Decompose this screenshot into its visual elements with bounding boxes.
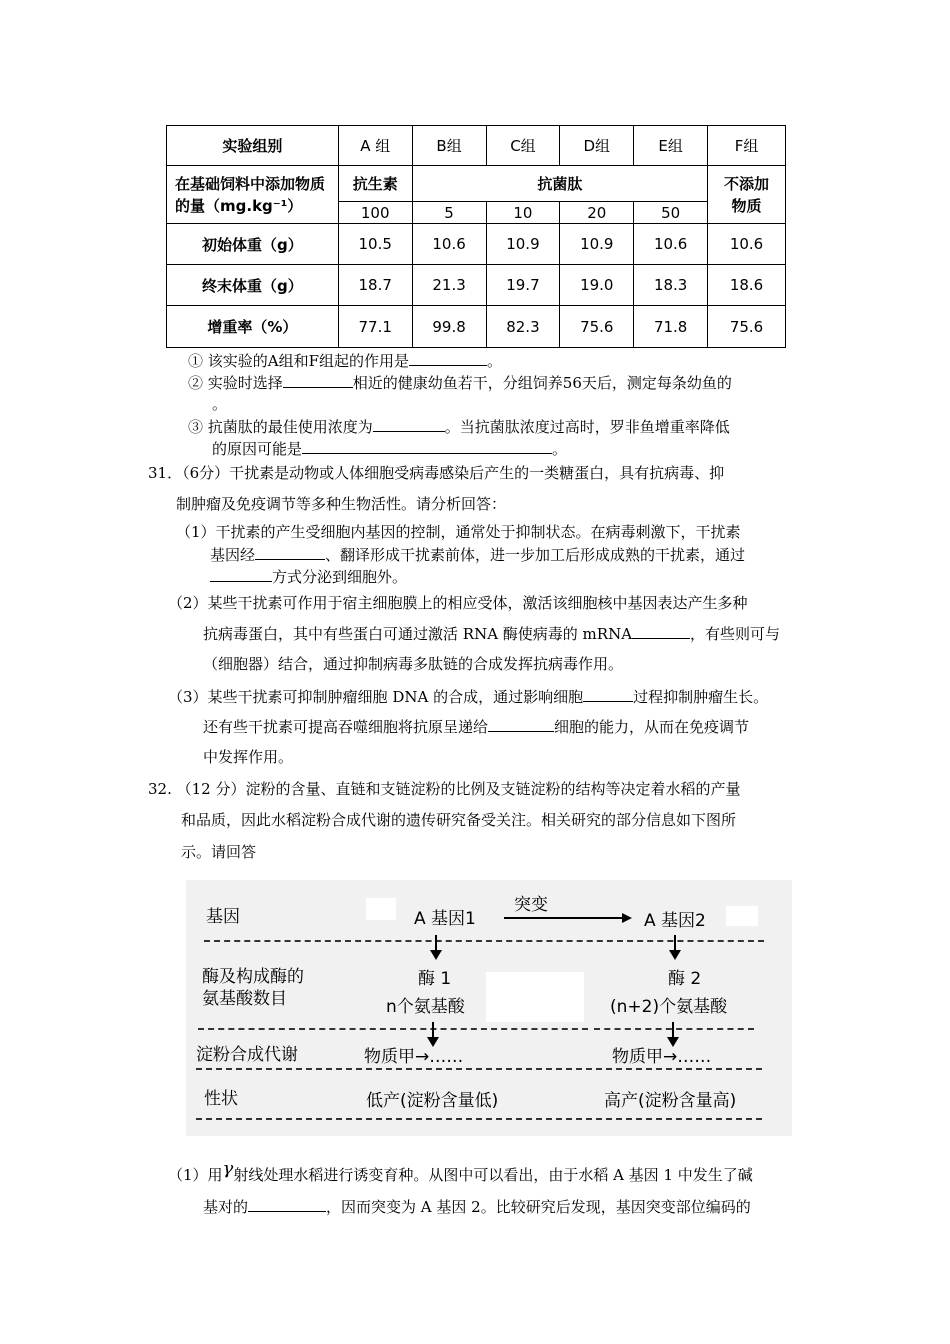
- table-row: [167, 265, 786, 306]
- q32-part-1-cont: [203, 1196, 751, 1217]
- text: 方式分泌到细胞外。: [272, 568, 408, 586]
- header-cell: C组: [486, 126, 560, 166]
- dose-cell: 50: [634, 202, 708, 224]
- value-cell: 10.6: [634, 224, 708, 265]
- white-patch: [726, 906, 758, 926]
- mutation-arrow-icon: [504, 912, 634, 924]
- answer-blank[interactable]: [488, 716, 554, 732]
- gene2-label: A 基因2: [644, 911, 706, 931]
- q31-part-3: [168, 686, 768, 707]
- value-cell: 75.6: [708, 306, 786, 348]
- header-cell: E组: [634, 126, 708, 166]
- mutation-label: 突变: [514, 895, 548, 915]
- q32-stem-3: 示。请回答: [181, 843, 257, 861]
- text: ，有些则可与: [690, 625, 781, 643]
- table-row: [167, 306, 786, 348]
- q31-part-1-cont: [210, 544, 745, 565]
- answer-blank[interactable]: [248, 1196, 326, 1212]
- text: 。: [487, 352, 503, 370]
- enzyme1-label: 酶 1: [418, 969, 452, 989]
- white-patch: [486, 972, 584, 1022]
- text: 过程抑制肿瘤生长。: [633, 688, 769, 706]
- answer-blank[interactable]: [283, 372, 353, 388]
- text: ③ 抗菌肽的最佳使用浓度为: [188, 418, 373, 436]
- text: ① 该实验的A组和F组起的作用是: [188, 352, 410, 370]
- header-cell: F组: [708, 126, 786, 166]
- dose-cell: 5: [412, 202, 486, 224]
- q31-part-2: （2）某些干扰素可作用于宿主细胞膜上的相应受体，激活该细胞核中基因表达产生多种: [168, 594, 748, 612]
- antibiotic-cell: 抗生素: [338, 166, 412, 202]
- divider: [196, 1118, 762, 1120]
- value-cell: 10.6: [412, 224, 486, 265]
- enzyme2-label: 酶 2: [668, 969, 702, 989]
- text: 基对的: [203, 1198, 249, 1216]
- q31-stem-2: 制肿瘤及免疫调节等多种生物活性。请分析回答：: [176, 495, 507, 513]
- q30-item-2-end: 。: [212, 395, 228, 413]
- text: 。当抗菌肽浓度过高时，罗非鱼增重率降低: [444, 418, 730, 436]
- divider: [196, 1068, 762, 1070]
- q31-stem-1: 31．（6分）干扰素是动物或人体细胞受病毒感染后产生的一类糖蛋白，具有抗病毒、抑: [148, 464, 725, 482]
- down-arrow-icon: [429, 935, 443, 961]
- enzyme2-aa: (n+2)个氨基酸: [610, 997, 728, 1017]
- value-cell: 77.1: [338, 306, 412, 348]
- header-cell: A 组: [338, 126, 412, 166]
- value-cell: 71.8: [634, 306, 708, 348]
- text: 、翻译形成干扰素前体，进一步加工后形成成熟的干扰素，通过: [325, 546, 746, 564]
- q30-item-2: [188, 372, 732, 393]
- gene1-label: A 基因1: [414, 909, 476, 929]
- text: 的原因可能是: [212, 440, 303, 458]
- value-cell: 10.5: [338, 224, 412, 265]
- q31-part-1: （1）干扰素的产生受细胞内基因的控制，通常处于抑制状态。在病毒刺激下，干扰素: [176, 523, 741, 541]
- q31-part-2-cont: [203, 623, 780, 644]
- value-cell: 19.0: [560, 265, 634, 306]
- answer-blank[interactable]: [255, 544, 325, 560]
- peptide-cell: 抗菌肽: [412, 166, 707, 202]
- value-cell: 19.7: [486, 265, 560, 306]
- q31-part-3-end: 中发挥作用。: [203, 748, 294, 766]
- value-cell: 10.9: [560, 224, 634, 265]
- metab2: 物质甲→……: [612, 1047, 712, 1067]
- additive-label: 在基础饲料中添加物质的量（mg.kg⁻¹）: [167, 166, 339, 224]
- q31-part-1-end: [210, 566, 407, 587]
- text: 基因经: [210, 546, 256, 564]
- answer-blank[interactable]: [409, 350, 487, 366]
- divider: [198, 1028, 588, 1030]
- dose-cell: 10: [486, 202, 560, 224]
- table-header-row: [167, 126, 786, 166]
- q31-part-3-cont: [203, 716, 749, 737]
- answer-blank[interactable]: [210, 566, 272, 582]
- text: 。: [552, 440, 568, 458]
- text: 抗病毒蛋白，其中有些蛋白可通过激活 RNA 酶使病毒的 mRNA: [203, 625, 633, 643]
- white-patch: [366, 898, 396, 920]
- value-cell: 21.3: [412, 265, 486, 306]
- header-cell: 实验组别: [167, 126, 339, 166]
- text: ，因而突变为 A 基因 2。比较研究后发现，基因突变部位编码的: [326, 1198, 751, 1216]
- answer-blank[interactable]: [583, 686, 633, 702]
- text: 还有些干扰素可提高吞噬细胞将抗原呈递给: [203, 718, 489, 736]
- q30-item-3-cont: [212, 438, 567, 459]
- metab1: 物质甲→……: [364, 1047, 464, 1067]
- q32-part-1: [168, 1158, 753, 1185]
- text: （3）某些干扰素可抑制肿瘤细胞 DNA 的合成，通过影响细胞: [168, 688, 584, 706]
- gamma-symbol: γ: [222, 1158, 234, 1179]
- text: ② 实验时选择: [188, 374, 283, 392]
- header-cell: B组: [412, 126, 486, 166]
- text: 细胞的能力，从而在免疫调节: [554, 718, 750, 736]
- q32-stem-2: 和品质，因此水稻淀粉合成代谢的遗传研究备受关注。相关研究的部分信息如下图所: [181, 811, 737, 829]
- value-cell: 10.6: [708, 224, 786, 265]
- answer-blank[interactable]: [373, 416, 445, 432]
- none-cell: 不添加物质: [708, 166, 786, 224]
- value-cell: 82.3: [486, 306, 560, 348]
- text: 射线处理水稻进行诱变育种。从图中可以看出，由于水稻 A 基因 1 中发生了碱: [233, 1166, 753, 1184]
- gene-mutation-diagram: [186, 880, 792, 1136]
- value-cell: 75.6: [560, 306, 634, 348]
- value-cell: 18.3: [634, 265, 708, 306]
- trait1: 低产(淀粉含量低): [366, 1091, 499, 1111]
- q30-item-1: [188, 350, 502, 371]
- dose-cell: 20: [560, 202, 634, 224]
- row-trait-label: 性状: [204, 1089, 238, 1109]
- experiment-table: [166, 125, 786, 348]
- text: 相近的健康幼鱼若干，分组饲养56天后，测定每条幼鱼的: [352, 374, 732, 392]
- q31-part-2-end: （细胞器）结合，通过抑制病毒多肽链的合成发挥抗病毒作用。: [203, 655, 624, 673]
- header-cell: D组: [560, 126, 634, 166]
- row-enzyme-label-1: 酶及构成酶的: [202, 967, 304, 987]
- down-arrow-icon: [668, 935, 682, 961]
- row-metab-label: 淀粉合成代谢: [196, 1045, 298, 1065]
- row-label: 终末体重（g）: [167, 265, 339, 306]
- enzyme1-aa: n个氨基酸: [386, 997, 465, 1017]
- q32-stem-1: 32. （12 分）淀粉的含量、直链和支链淀粉的比例及支链淀粉的结构等决定着水稻的产量: [148, 780, 741, 798]
- dose-cell: 100: [338, 202, 412, 224]
- value-cell: 18.7: [338, 265, 412, 306]
- table-row: [167, 224, 786, 265]
- row-label: 初始体重（g）: [167, 224, 339, 265]
- row-enzyme-label-2: 氨基酸数目: [202, 989, 287, 1009]
- value-cell: 10.9: [486, 224, 560, 265]
- value-cell: 18.6: [708, 265, 786, 306]
- answer-blank[interactable]: [632, 623, 690, 639]
- row-label: 增重率（%）: [167, 306, 339, 348]
- table-row: [167, 166, 786, 202]
- q30-item-3: [188, 416, 730, 437]
- trait2: 高产(淀粉含量高): [604, 1091, 737, 1111]
- text: （1）用: [168, 1166, 223, 1184]
- row-gene-label: 基因: [206, 907, 240, 927]
- answer-blank[interactable]: [302, 438, 552, 454]
- value-cell: 99.8: [412, 306, 486, 348]
